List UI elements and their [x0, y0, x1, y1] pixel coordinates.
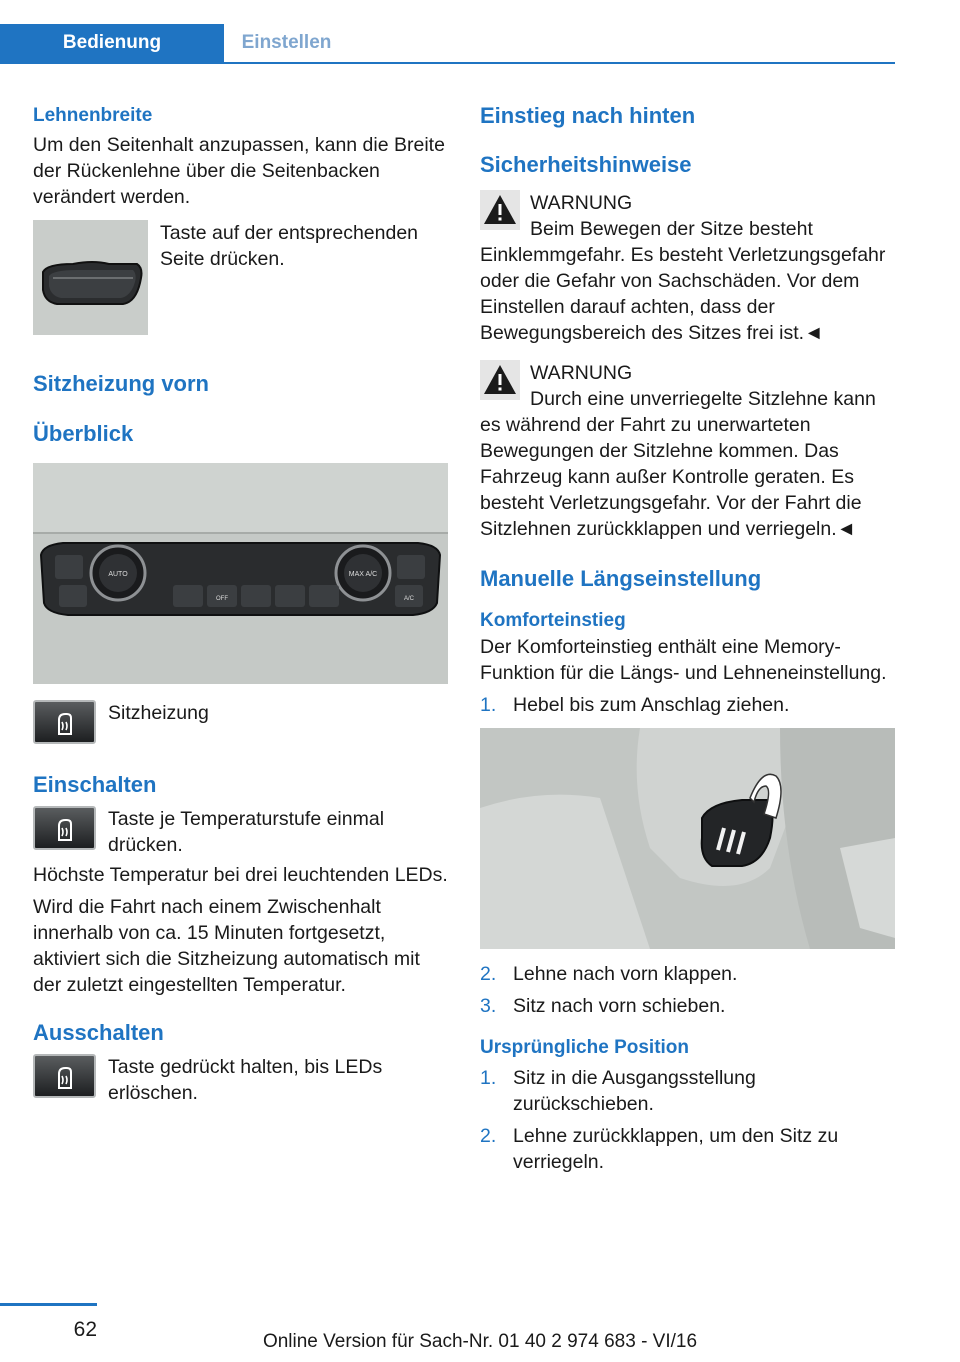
lehnenbreite-step: Taste auf der entsprechenden Seite drücken.	[160, 222, 419, 270]
heading-sicherheitshinweise: Sicherheitshinweise	[480, 152, 692, 177]
einschalten-step: Taste je Temperaturstufe einmal drücken.	[108, 808, 385, 856]
panel-ac-label: A/C	[403, 596, 415, 602]
heading-manuelle-laengseinstellung: Manuelle Längseinstellung	[480, 566, 762, 591]
panel-off-label: OFF	[216, 596, 228, 602]
panel-max-ac-label: MAX A/C	[348, 571, 378, 578]
list-text: Lehne zurückklappen, um den Sitz zu verriegeln.	[513, 1125, 839, 1173]
list-number: 1.	[480, 1067, 497, 1089]
list-text: Hebel bis zum Anschlag ziehen.	[513, 694, 790, 716]
heading-einstieg-nach-hinten: Einstieg nach hinten	[480, 103, 696, 128]
komfort-steps-b	[480, 961, 895, 1019]
header-tabs	[0, 24, 895, 64]
original-steps	[480, 1065, 895, 1175]
right-column	[480, 100, 895, 1181]
seat-lever-image	[480, 728, 895, 949]
tab-bedienung[interactable]: Bedienung	[0, 24, 224, 62]
einschalten-text-1: Höchste Temperatur bei drei leuchtenden LEDs.	[33, 864, 448, 886]
heading-ausschalten: Ausschalten	[33, 1020, 164, 1045]
heading-urspruengliche-position: Ursprüngliche Position	[480, 1037, 690, 1058]
heading-ueberblick: Überblick	[33, 421, 134, 446]
warning-triangle-icon	[480, 360, 520, 400]
seat-heating-icon	[33, 700, 96, 744]
list-number: 2.	[480, 963, 497, 985]
warning-2-text: Durch eine unverriegelte Sitzlehne kann es während der Fahrt zu unerwarteten Bewegungen der Sitzlehne kommen. Das Fahrzeug kann außer Kontrolle geraten. Es besteht Verletzungsgefahr. Vor der Fahrt die Sitzlehnen zurückklappen und verriegeln.◄	[480, 388, 876, 540]
warning-triangle-icon	[480, 190, 520, 230]
list-item	[480, 692, 895, 718]
list-number: 3.	[480, 995, 497, 1017]
einschalten-text-2: Wird die Fahrt nach einem Zwischenhalt innerhalb von ca. 15 Minuten fortgesetzt, aktiviert sich die Sitzheizung automatisch mit der zuletzt eingestellten Temperatur.	[33, 896, 420, 996]
list-item	[480, 1123, 895, 1175]
heading-sitzheizung-vorn: Sitzheizung vorn	[33, 371, 209, 396]
heading-komforteinstieg: Komforteinstieg	[480, 610, 626, 631]
heading-lehnenbreite: Lehnenbreite	[33, 105, 153, 126]
seat-heating-icon	[33, 806, 96, 850]
warning-1-text: Beim Bewegen der Sitze besteht Einklemmgefahr. Es besteht Verletzungsgefahr oder die Gefahr von Sachschäden. Vor dem Einstellen darauf achten, dass der Bewegungsbereich des Sitzes frei ist.◄	[480, 218, 886, 344]
list-item	[480, 961, 895, 987]
tab-einstellen[interactable]: Einstellen	[241, 32, 332, 53]
heading-einschalten: Einschalten	[33, 772, 157, 797]
ausschalten-step: Taste gedrückt halten, bis LEDs erlöschen.	[108, 1056, 383, 1104]
warning-1-title: WARNUNG	[530, 192, 633, 214]
lehnenbreite-text: Um den Seitenhalt anzupassen, kann die Breite der Rückenlehne über die Seitenbacken verändert werden.	[33, 134, 445, 208]
list-item	[480, 993, 895, 1019]
list-text: Sitz in die Ausgangsstellung zurückschieben.	[513, 1067, 756, 1115]
page-number: 62	[73, 1318, 97, 1341]
list-text: Lehne nach vorn klappen.	[513, 963, 738, 985]
left-column	[33, 100, 448, 1106]
footer-rule	[0, 1303, 97, 1306]
sitzheizung-icon-label: Sitzheizung	[108, 702, 209, 724]
list-number: 2.	[480, 1125, 497, 1147]
climate-control-panel-image	[33, 463, 448, 684]
seat-heating-icon	[33, 1054, 96, 1098]
list-number: 1.	[480, 694, 497, 716]
list-text: Sitz nach vorn schieben.	[513, 995, 726, 1017]
side-bolster-button-image	[33, 220, 148, 335]
footer-version: Online Version für Sach-Nr. 01 40 2 974 683 - VI/16	[262, 1331, 698, 1352]
komfort-text: Der Komforteinstieg enthält eine Memory-Funktion für die Längs- und Lehneneinstellung.	[480, 636, 887, 684]
komfort-steps-a	[480, 692, 895, 718]
warning-2-title: WARNUNG	[530, 362, 633, 384]
list-item	[480, 1065, 895, 1117]
panel-auto-label: AUTO	[108, 571, 128, 578]
